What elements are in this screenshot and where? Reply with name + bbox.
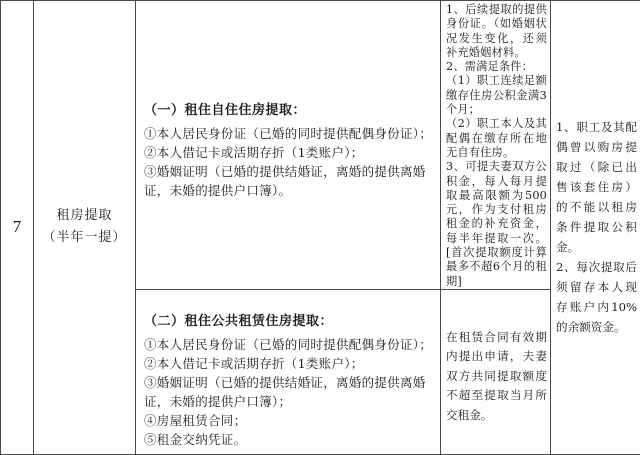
public-rental-item-5: ⑤租金交纳凭证。 xyxy=(144,430,440,449)
notes xyxy=(556,117,637,337)
category-title: 租房提取 xyxy=(34,205,135,227)
public-rental-item-1: ①本人居民身份证（已婚的同时提供配偶身份证）； xyxy=(144,335,440,354)
private-rental-materials-cell xyxy=(136,1,441,290)
public-rental-item-2: ②本人借记卡或活期存折（1类账户）； xyxy=(144,354,440,373)
private-rental-materials xyxy=(144,101,440,200)
private-rental-item-3: ③婚姻证明（已婚的提供结婚证，离婚的提供离婚证，未婚的提供户口簿）。 xyxy=(144,162,440,200)
condition-item: 3、可提夫妻双方公积金，每人每月提取最高限额为500元，作为支付租房租金的补充资金，每半年提取一次。[首次提取额度计算最多不超6个月的租期] xyxy=(446,160,547,289)
note-item: 1、职工及其配偶曾以购房提取过（除已出售该套住房）的不能以租房条件提取公积金。 xyxy=(556,117,637,257)
condition-item: （1）职工连续足额缴存住房公积金满3个月； xyxy=(446,74,547,117)
private-rental-item-1: ①本人居民身份证（已婚的同时提供配偶身份证）； xyxy=(144,124,440,143)
table-row xyxy=(1,1,640,290)
public-rental-materials xyxy=(144,312,440,449)
row-number: 7 xyxy=(1,1,34,455)
condition-item: 1、后续提取的提供身份证。（如婚姻状况发生变化，还须补充婚姻材料。 xyxy=(446,3,547,60)
condition-item: 2、需满足条件： xyxy=(446,60,547,74)
category-subtitle: （半年一提） xyxy=(34,227,135,249)
public-rental-item-3: ③婚姻证明（已婚的提供结婚证，离婚的提供离婚证，未婚的提供户口簿）； xyxy=(144,373,440,411)
category-cell xyxy=(34,1,136,455)
public-rental-title: （二）租住公共租赁住房提取： xyxy=(144,312,440,331)
note-item: 2、每次提取后须留存本人现存账户内10%的余额资金。 xyxy=(556,257,637,337)
condition-item: （2）职工本人及其配偶在缴存所在地无自有住房。 xyxy=(446,117,547,160)
private-rental-conditions-cell xyxy=(441,1,551,290)
notes-cell xyxy=(551,1,640,455)
private-rental-conditions xyxy=(446,3,547,289)
public-rental-item-4: ④房屋租赁合同； xyxy=(144,411,440,430)
private-rental-title: （一）租住自住住房提取： xyxy=(144,101,440,120)
private-rental-item-2: ②本人借记卡或活期存折（1类账户）； xyxy=(144,143,440,162)
public-rental-conditions: 在租赁合同有效期内提出申请，夫妻双方共同提取额度不超至提取当月所交租金。 xyxy=(446,328,547,426)
